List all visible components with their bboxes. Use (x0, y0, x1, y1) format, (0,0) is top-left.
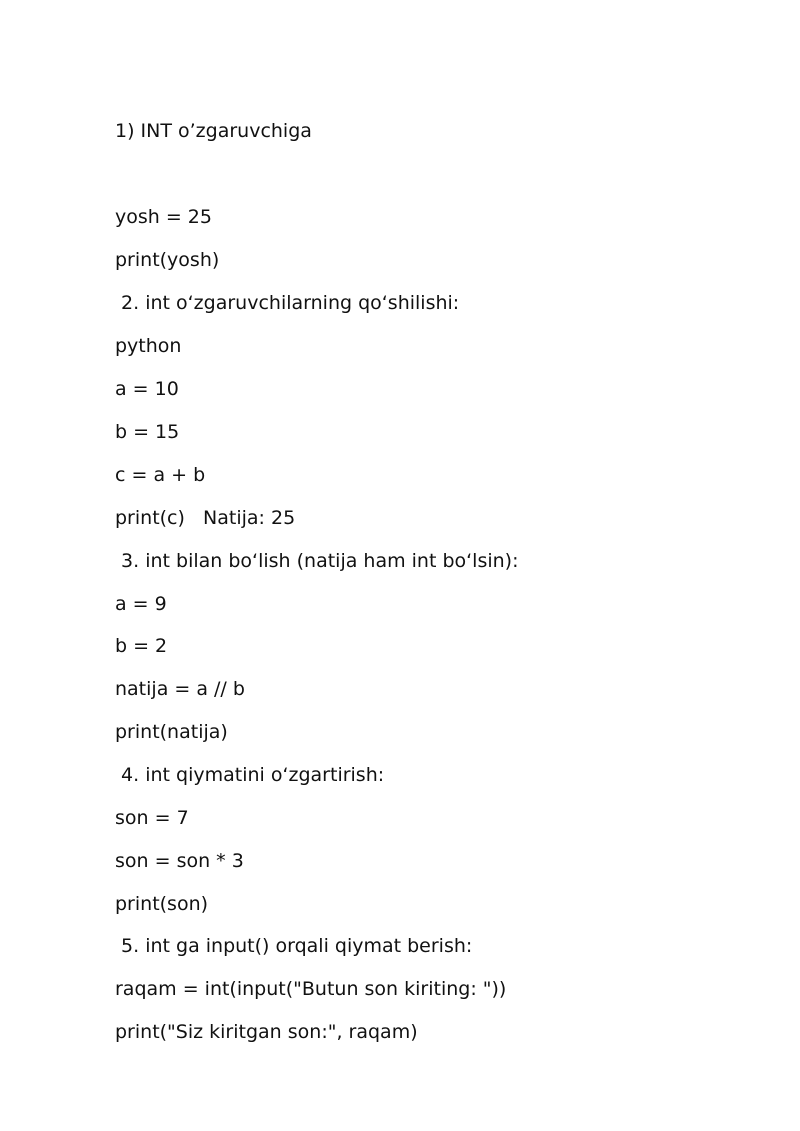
code-line: python (115, 335, 182, 357)
code-line: a = 9 (115, 593, 167, 615)
code-line: print(c) Natija: 25 (115, 507, 296, 529)
code-line: b = 2 (115, 635, 168, 657)
code-line: print(yosh) (115, 249, 220, 271)
section-heading-4: 4. int qiymatini o‘zgartirish: (115, 764, 385, 786)
code-line: a = 10 (115, 378, 179, 400)
code-line: raqam = int(input("Butun son kiriting: ")) (115, 978, 507, 1000)
section-heading-1: 1) INT o’zgaruvchiga (115, 120, 312, 142)
section-heading-2: 2. int o‘zgaruvchilarning qo‘shilishi: (115, 292, 460, 314)
code-line: b = 15 (115, 421, 180, 443)
code-line: print(son) (115, 893, 209, 915)
code-line: son = 7 (115, 807, 189, 829)
code-line: son = son * 3 (115, 850, 244, 872)
section-heading-5: 5. int ga input() orqali qiymat berish: (115, 935, 473, 957)
section-heading-3: 3. int bilan bo‘lish (natija ham int bo‘lsin): (115, 550, 519, 572)
code-line: print("Siz kiritgan son:", raqam) (115, 1021, 418, 1043)
code-line: c = a + b (115, 464, 206, 486)
code-line: print(natija) (115, 721, 228, 743)
code-line: natija = a // b (115, 678, 245, 700)
code-line: yosh = 25 (115, 206, 212, 228)
